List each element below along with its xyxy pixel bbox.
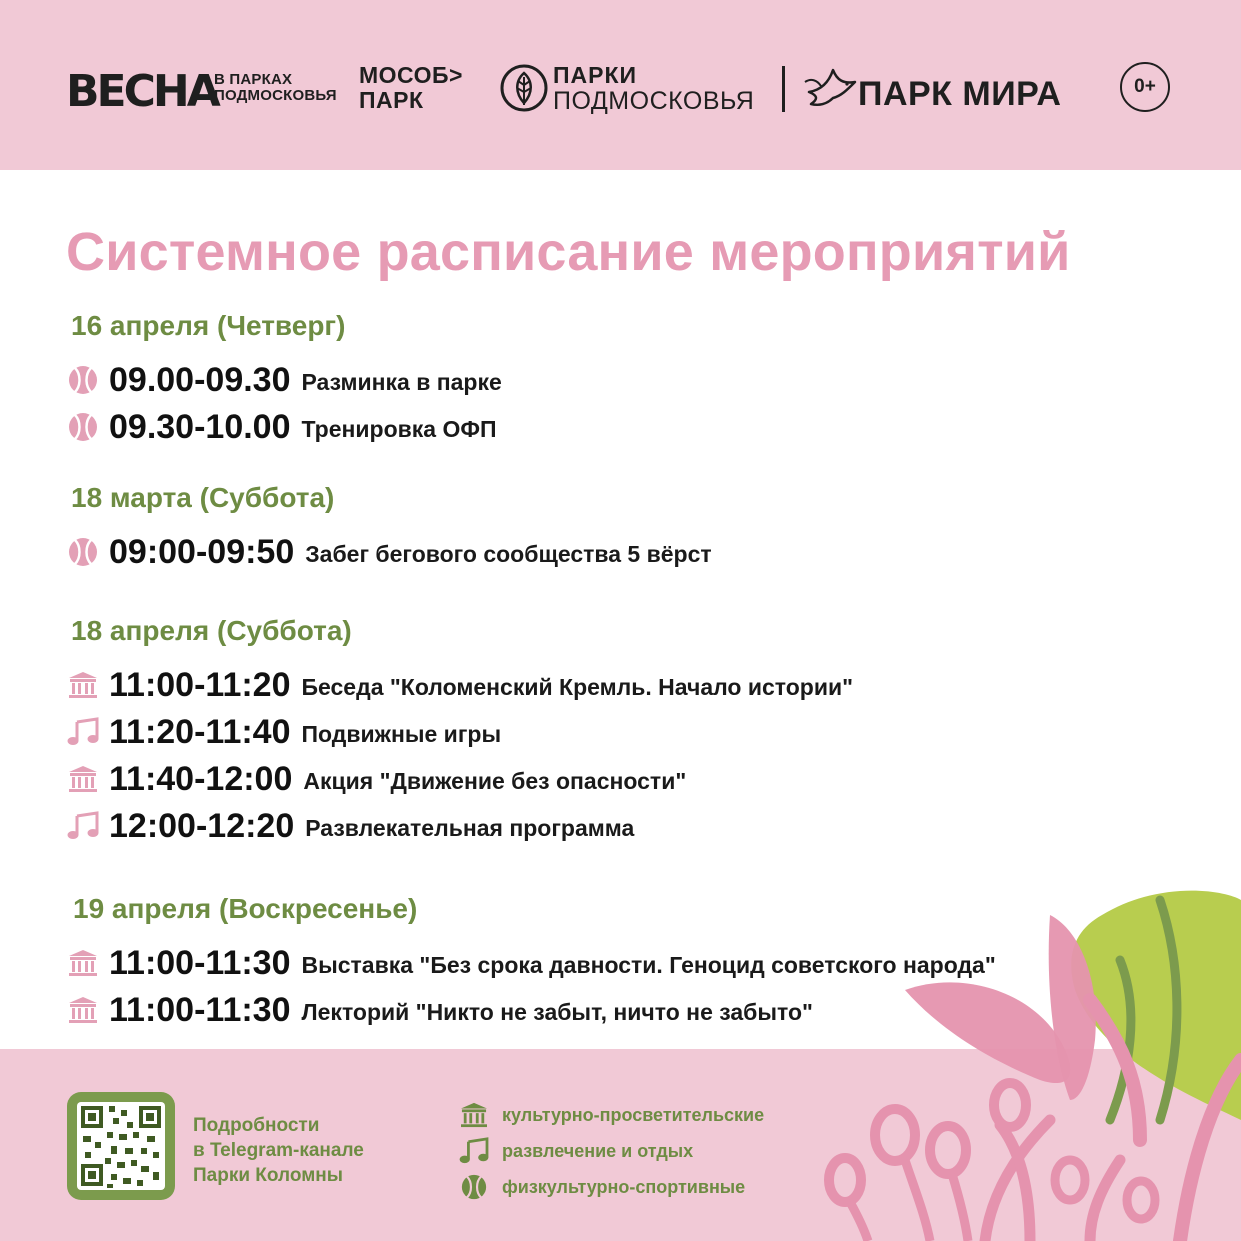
legend-item bbox=[458, 1097, 764, 1133]
parki-podmoskovya-logo: ПАРКИ ПОДМОСКОВЬЯ bbox=[553, 62, 755, 115]
event-time: 11:20-11:40 bbox=[109, 712, 291, 751]
page-title: Системное расписание мероприятий bbox=[66, 222, 1071, 282]
event-name: Развлекательная программа bbox=[305, 814, 635, 841]
museum-icon bbox=[66, 762, 100, 796]
day-label: 18 апреля (Суббота) bbox=[71, 615, 352, 646]
museum-icon bbox=[458, 1101, 490, 1129]
logo-divider bbox=[782, 66, 785, 112]
vesna-subtitle: В ПАРКАХ ПОДМОСКОВЬЯ bbox=[214, 71, 337, 104]
event-name: Забег бегового сообщества 5 вёрст bbox=[305, 540, 712, 567]
list-item bbox=[66, 528, 1126, 575]
event-time: 11:00-11:30 bbox=[109, 990, 291, 1029]
music-note-icon bbox=[66, 715, 100, 749]
event-time: 11:00-11:30 bbox=[109, 943, 291, 982]
sport-ball-icon bbox=[66, 535, 100, 569]
list-item bbox=[66, 755, 1126, 802]
event-name: Беседа "Коломенский Кремль. Начало истории" bbox=[301, 673, 854, 700]
dove-icon bbox=[803, 62, 861, 112]
event-name: Акция "Движение без опасности" bbox=[303, 767, 687, 794]
leaf-icon bbox=[499, 63, 549, 113]
sport-ball-icon bbox=[66, 363, 100, 397]
age-rating-badge: 0+ bbox=[1120, 62, 1170, 112]
svg-text:ВЕСНА: ВЕСНА bbox=[66, 66, 218, 117]
list-item bbox=[66, 661, 1126, 708]
mosobpark-logo: МОСОБ> ПАРК bbox=[359, 62, 463, 113]
qr-code[interactable] bbox=[67, 1092, 175, 1200]
legend-item bbox=[458, 1133, 764, 1169]
legend-label: культурно-просветительские bbox=[502, 1104, 765, 1125]
music-note-icon bbox=[458, 1137, 490, 1165]
event-name: Разминка в парке bbox=[301, 368, 502, 395]
legend bbox=[458, 1097, 764, 1205]
list-item bbox=[66, 403, 1126, 450]
sport-ball-icon bbox=[458, 1173, 490, 1201]
event-time: 11:00-11:20 bbox=[109, 665, 291, 704]
event-name: Лекторий "Никто не забыт, ничто не забыто" bbox=[301, 998, 813, 1025]
day-label: 16 апреля (Четверг) bbox=[71, 310, 346, 341]
list-item bbox=[66, 986, 1126, 1033]
list-item bbox=[66, 708, 1126, 755]
event-time: 12:00-12:20 bbox=[109, 806, 295, 845]
vesna-logo bbox=[66, 64, 218, 117]
legend-label: физкультурно-спортивные bbox=[502, 1176, 746, 1197]
event-time: 09.00-09.30 bbox=[109, 360, 291, 399]
sport-ball-icon bbox=[66, 410, 100, 444]
event-time: 09.30-10.00 bbox=[109, 407, 291, 446]
museum-icon bbox=[66, 946, 100, 980]
qr-pattern bbox=[77, 1102, 165, 1190]
day-section bbox=[66, 615, 1126, 849]
legend-label: развлечение и отдых bbox=[502, 1140, 694, 1161]
list-item bbox=[66, 939, 1126, 986]
telegram-caption: Подробности в Telegram-канале Парки Коломны bbox=[193, 1115, 364, 1186]
museum-icon bbox=[66, 668, 100, 702]
day-section bbox=[66, 893, 1126, 1033]
museum-icon bbox=[66, 993, 100, 1027]
list-item bbox=[66, 356, 1126, 403]
park-mira-logo: ПАРК МИРА bbox=[858, 75, 1062, 113]
day-label: 19 апреля (Воскресенье) bbox=[73, 893, 418, 924]
legend-item bbox=[458, 1169, 764, 1205]
day-section bbox=[66, 310, 1126, 450]
event-time: 11:40-12:00 bbox=[109, 759, 293, 798]
day-section bbox=[66, 482, 1126, 575]
music-note-icon bbox=[66, 809, 100, 843]
event-time: 09:00-09:50 bbox=[109, 532, 295, 571]
list-item bbox=[66, 802, 1126, 849]
event-name: Тренировка ОФП bbox=[301, 415, 497, 442]
event-name: Выставка "Без срока давности. Геноцид советского народа" bbox=[301, 951, 996, 978]
day-label: 18 марта (Суббота) bbox=[71, 482, 335, 513]
event-name: Подвижные игры bbox=[301, 720, 502, 747]
